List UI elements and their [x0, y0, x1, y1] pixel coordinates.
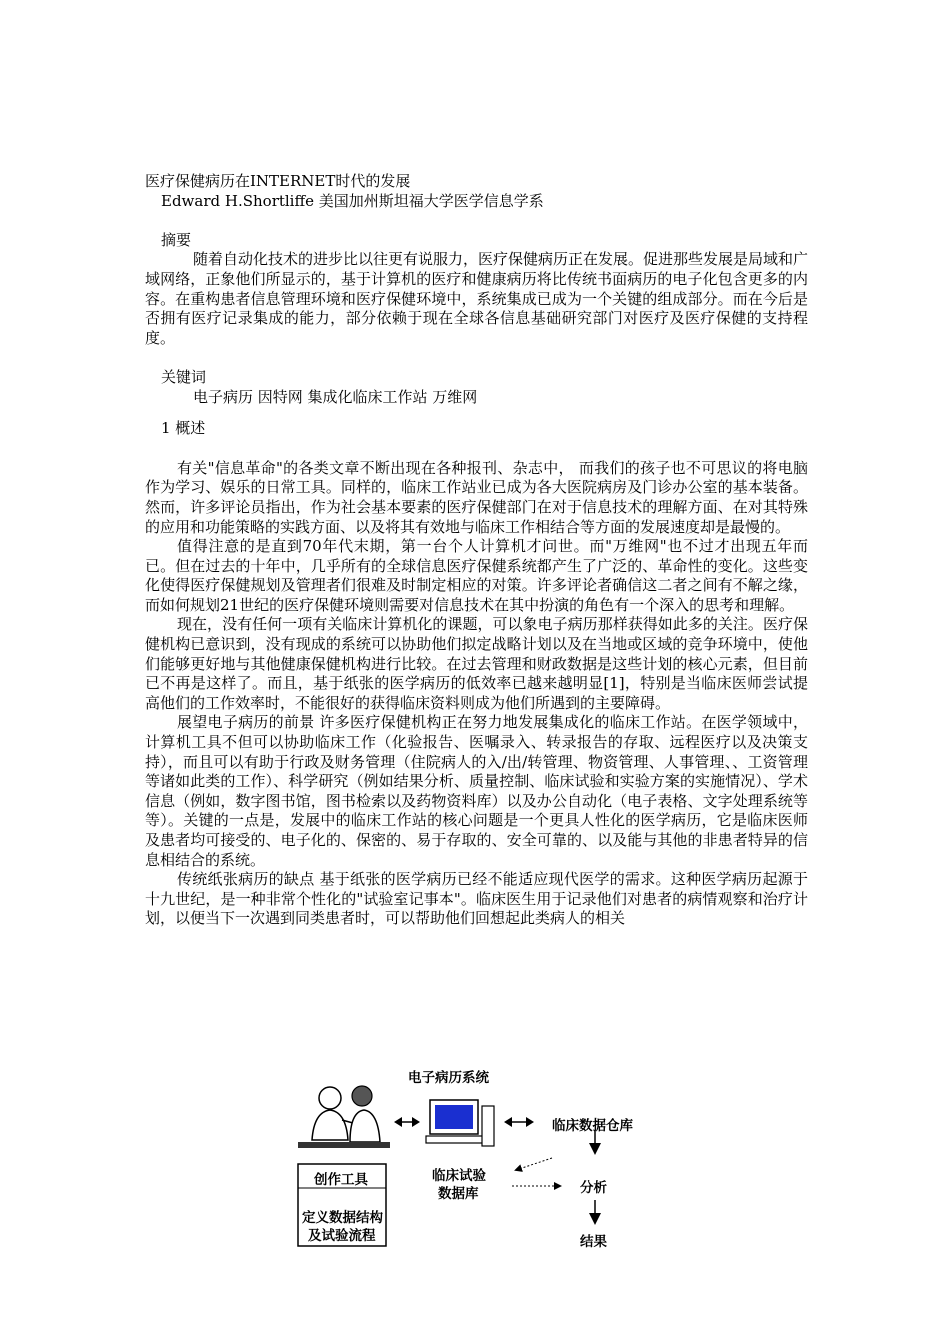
- paragraph: 有关"信息革命"的各类文章不断出现在各种报刊、杂志中， 而我们的孩子也不可思议的将电脑作为学习、娱乐的日常工具。同样的，临床工作站业已成为各大医院病房及门诊办公室的基本装备。然而，许多评论员指出，作为社会基本要素的医疗保健部门在对于信息技术的理解方面、在对其特殊的应用和功能策略的实践方面、以及将其有效地与临床工作相结合等方面的发展速度却是最慢的。: [145, 458, 808, 536]
- abstract-text: 随着自动化技术的进步比以往更有说服力，医疗保健病历正在发展。促进那些发展是局域和广域网络，正象他们所显示的，基于计算机的医疗和健康病历将比传统书面病历的电子化包含更多的内容。在重构患者信息管理环境和医疗保健环境中，系统集成已成为一个关键的组成部分。而在今后是否拥有医疗记录集成的能力，部分依赖于现在全球各信息基础研究部门对医疗及医疗保健的支持程度。: [145, 250, 809, 347]
- authoring-desc-line1: 定义数据结构: [302, 1210, 383, 1226]
- authoring-tool-label: 创作工具: [314, 1172, 368, 1188]
- trial-db-line2: 数据库: [438, 1186, 479, 1202]
- emr-system-figure: [290, 1060, 650, 1260]
- computer-icon: [426, 1100, 494, 1146]
- paragraph: 值得注意的是直到70年代末期，第一台个人计算机才问世。而"万维网"也不过才出现五年而已。但在过去的十年中，几乎所有的全球信息医疗保健系统都产生了广泛的、革命性的变化。这些变化使得医疗保健规划及管理者们很难及时制定相应的对策。许多评论者确信这二者之间有不解之缘，而如何规划21世纪的医疗保健环境则需要对信息技术在其中扮演的角色有一个深入的思考和理解。: [145, 537, 808, 614]
- authoring-desc-line2: 及试验流程: [308, 1228, 376, 1244]
- doctor-patient-icon: [298, 1086, 390, 1148]
- trial-db-line1: 临床试验: [432, 1168, 486, 1184]
- bidirectional-arrow-icon: [504, 1117, 534, 1127]
- document-title: 医疗保健病历在INTERNET时代的发展: [145, 172, 411, 190]
- paragraph: 展望电子病历的前景 许多医疗保健机构正在努力地发展集成化的临床工作站。在医学领域中，计算机工具不但可以协助临床工作（化验报告、医嘱录入、转录报告的存取、远程医疗以及决策支持），而且可以有助于行政及财务管理（住院病人的入/出/转管理、物资管理、人事管理、、工资管理等诸如此类的工作）、科学研究（例如结果分析、质量控制、临床试验和实验方案的实施情况）、学术信息（例如，数字图书馆，图书检索以及药物资料库）以及办公自动化（电子表格、文字处理系统等等）。关键的一点是，发展中的临床工作站的核心问题是一个更具人性化的医学病历，它是临床医师及患者均可接受的、电子化的、保密的、易于存取的、安全可靠的、以及能与其他的非患者特异的信息相结合的系统。: [145, 713, 808, 869]
- paragraph: 现在，没有任何一项有关临床计算机化的课题，可以象电子病历那样获得如此多的关注。医疗保健机构已意识到，没有现成的系统可以协助他们拟定战略计划以及在当地或区域的竞争环境中，使他们能够更好地与其他健康保健机构进行比较。在过去管理和财政数据是这些计划的核心元素，但目前已不再是这样了。而且，基于纸张的医学病历的低效率已越来越明显[1]，特别是当临床医师尝试提高他们的工作效率时，不能很好的获得临床资料则成为他们所遇到的主要障碍。: [145, 615, 808, 712]
- abstract-heading: 摘要: [161, 230, 192, 249]
- warehouse-label: 临床数据仓库: [552, 1118, 633, 1134]
- result-label: 结果: [580, 1234, 607, 1250]
- document-body: [145, 172, 808, 929]
- keywords-text: 电子病历 因特网 集成化临床工作站 万维网: [193, 387, 478, 406]
- section-heading: 1 概述: [161, 419, 206, 438]
- keywords-heading: 关键词: [161, 367, 207, 386]
- author-line: Edward H.Shortliffe 美国加州斯坦福大学医学信息学系: [161, 191, 544, 210]
- figure-title: 电子病历系统: [408, 1070, 489, 1086]
- analysis-label: 分析: [580, 1180, 607, 1196]
- paragraph: 传统纸张病历的缺点 基于纸张的医学病历已经不能适应现代医学的需求。这种医学病历起源于十九世纪，是一种非常个性化的"试验室记事本"。临床医生用于记录他们对患者的病情观察和治疗计划，以便当下一次遇到同类患者时，可以帮助他们回想起此类病人的相关: [145, 870, 808, 928]
- bidirectional-arrow-icon: [394, 1117, 420, 1127]
